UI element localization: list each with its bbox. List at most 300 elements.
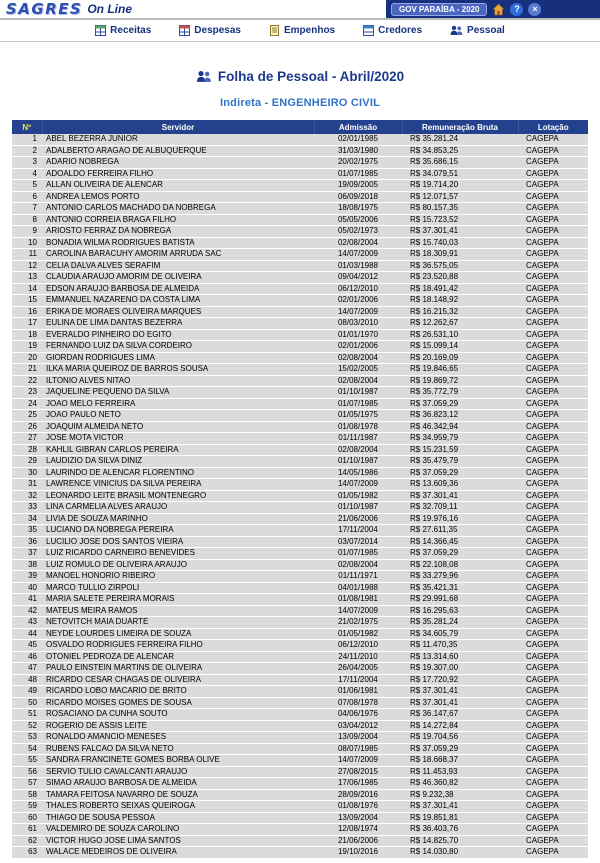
remuneracao-bruta: R$ 27.611,35 [402,525,518,537]
row-number: 54 [12,743,42,755]
admissao-date: 06/12/2010 [314,283,402,295]
admissao-date: 14/07/2009 [314,306,402,318]
table-row [12,375,588,387]
table-row [12,812,588,824]
table-row [12,283,588,295]
remuneracao-bruta: R$ 19.976,16 [402,513,518,525]
table-row [12,755,588,767]
admissao-date: 01/11/1987 [314,433,402,445]
remuneracao-bruta: R$ 19.851,81 [402,812,518,824]
lotacao: CAGEPA [518,640,588,652]
servidor-name: ADALBERTO ARAGAO DE ALBUQUERQUE [42,145,314,157]
admissao-date: 09/04/2012 [314,272,402,284]
servidor-name: EULINA DE LIMA DANTAS BEZERRA [42,318,314,330]
admissao-date: 19/10/2016 [314,847,402,859]
row-number: 44 [12,628,42,640]
table-row [12,352,588,364]
servidor-name: ALLAN OLIVEIRA DE ALENCAR [42,180,314,192]
payroll-table-container [12,120,588,859]
table-row [12,145,588,157]
remuneracao-bruta: R$ 37.059,29 [402,398,518,410]
lotacao: CAGEPA [518,559,588,571]
remuneracao-bruta: R$ 17.720,92 [402,674,518,686]
row-number: 2 [12,145,42,157]
servidor-name: ADOALDO FERREIRA FILHO [42,168,314,180]
lotacao: CAGEPA [518,398,588,410]
servidor-name: ADARIO NOBREGA [42,157,314,169]
lotacao: CAGEPA [518,490,588,502]
admissao-date: 06/12/2010 [314,640,402,652]
lotacao: CAGEPA [518,824,588,836]
row-number: 20 [12,352,42,364]
table-row [12,433,588,445]
table-row [12,329,588,341]
row-number: 9 [12,226,42,238]
row-number: 43 [12,617,42,629]
table-row [12,249,588,261]
empenhos-icon [269,25,280,36]
nav-label-pessoal: Pessoal [467,25,505,36]
column-header-remuneracao[interactable]: Remuneração Bruta [402,120,518,134]
servidor-name: RONALDO AMANCIO MENESES [42,732,314,744]
lotacao: CAGEPA [518,295,588,307]
servidor-name: JOAO PAULO NETO [42,410,314,422]
servidor-name: LUCILIO JOSE DOS SANTOS VIEIRA [42,536,314,548]
admissao-date: 18/08/1975 [314,203,402,215]
column-header-lotacao[interactable]: Lotação [518,120,588,134]
table-row [12,525,588,537]
row-number: 3 [12,157,42,169]
table-row [12,789,588,801]
row-number: 34 [12,513,42,525]
servidor-name: LUCIANO DA NOBREGA PEREIRA [42,525,314,537]
servidor-name: FERNANDO LUIZ DA SILVA CORDEIRO [42,341,314,353]
row-number: 21 [12,364,42,376]
row-number: 46 [12,651,42,663]
nav-label-empenhos: Empenhos [284,25,336,36]
remuneracao-bruta: R$ 15.099,14 [402,341,518,353]
admissao-date: 01/08/1976 [314,801,402,813]
servidor-name: RICARDO MOISES GOMES DE SOUSA [42,697,314,709]
remuneracao-bruta: R$ 12.262,67 [402,318,518,330]
row-number: 22 [12,375,42,387]
admissao-date: 02/08/2004 [314,444,402,456]
table-row [12,513,588,525]
servidor-name: SANDRA FRANCINETE GOMES BORBA OLIVE [42,755,314,767]
servidor-name: LUIZ RICARDO CARNEIRO BENEVIDES [42,548,314,560]
table-row [12,295,588,307]
admissao-date: 01/10/1987 [314,456,402,468]
nav-label-receitas: Receitas [110,25,152,36]
admissao-date: 05/02/1973 [314,226,402,238]
table-row [12,674,588,686]
table-row [12,134,588,145]
lotacao: CAGEPA [518,548,588,560]
servidor-name: MANOEL HONORIO RIBEIRO [42,571,314,583]
admissao-date: 01/05/1982 [314,628,402,640]
remuneracao-bruta: R$ 18.668,37 [402,755,518,767]
admissao-date: 01/06/1981 [314,686,402,698]
remuneracao-bruta: R$ 13.314,60 [402,651,518,663]
row-number: 14 [12,283,42,295]
remuneracao-bruta: R$ 12.071,57 [402,191,518,203]
servidor-name: EVERALDO PINHEIRO DO EGITO [42,329,314,341]
row-number: 31 [12,479,42,491]
lotacao: CAGEPA [518,203,588,215]
servidor-name: ILKA MARIA QUEIROZ DE BARROS SOUSA [42,364,314,376]
row-number: 42 [12,605,42,617]
remuneracao-bruta: R$ 37.059,29 [402,467,518,479]
remuneracao-bruta: R$ 37.301,41 [402,801,518,813]
servidor-name: SERVIO TULIO CAVALCANTI ARAUJO [42,766,314,778]
nav-item-empenhos[interactable] [269,25,335,36]
table-row [12,203,588,215]
admissao-date: 02/08/2004 [314,237,402,249]
remuneracao-bruta: R$ 15.231,59 [402,444,518,456]
table-row [12,536,588,548]
home-icon-glyph [492,3,505,16]
remuneracao-bruta: R$ 80.157,35 [402,203,518,215]
servidor-name: LAUDIZIO DA SILVA DINIZ [42,456,314,468]
nav-item-despesas[interactable] [179,25,241,36]
row-number: 25 [12,410,42,422]
table-row [12,191,588,203]
servidor-name: NETOVITCH MAIA DUARTE [42,617,314,629]
servidor-name: SIMAO ARAUJO BARBOSA DE ALMEIDA [42,778,314,790]
remuneracao-bruta: R$ 35.772,79 [402,387,518,399]
column-header-servidor[interactable]: Servidor [42,120,314,134]
lotacao: CAGEPA [518,283,588,295]
remuneracao-bruta: R$ 14.366,45 [402,536,518,548]
row-number: 41 [12,594,42,606]
table-row [12,180,588,192]
remuneracao-bruta: R$ 46.360,82 [402,778,518,790]
admissao-date: 02/08/2004 [314,352,402,364]
lotacao: CAGEPA [518,260,588,272]
servidor-name: ABEL BEZERRA JUNIOR [42,134,314,145]
column-header-numero[interactable]: Nº [12,120,42,134]
table-row [12,490,588,502]
row-number: 35 [12,525,42,537]
remuneracao-bruta: R$ 35.421,31 [402,582,518,594]
lotacao: CAGEPA [518,272,588,284]
table-row [12,467,588,479]
nav-item-pessoal[interactable] [450,25,505,36]
servidor-name: KAHLIL GIBRAN CARLOS PEREIRA [42,444,314,456]
lotacao: CAGEPA [518,755,588,767]
admissao-date: 03/07/2014 [314,536,402,548]
lotacao: CAGEPA [518,513,588,525]
row-number: 5 [12,180,42,192]
row-number: 62 [12,835,42,847]
row-number: 61 [12,824,42,836]
sagres-logo [0,0,386,18]
row-number: 27 [12,433,42,445]
table-row [12,628,588,640]
table-row [12,732,588,744]
nav-item-receitas[interactable] [95,25,151,36]
admissao-date: 28/09/2016 [314,789,402,801]
row-number: 29 [12,456,42,468]
servidor-name: RUBENS FALCAO DA SILVA NETO [42,743,314,755]
table-row [12,387,588,399]
servidor-name: THALES ROBERTO SEIXAS QUEIROGA [42,801,314,813]
remuneracao-bruta: R$ 34.079,51 [402,168,518,180]
lotacao: CAGEPA [518,801,588,813]
row-number: 49 [12,686,42,698]
lotacao: CAGEPA [518,387,588,399]
table-row [12,318,588,330]
exit-icon[interactable]: × [528,3,541,16]
table-row [12,571,588,583]
servidor-name: JOAQUIM ALMEIDA NETO [42,421,314,433]
table-row [12,766,588,778]
lotacao: CAGEPA [518,743,588,755]
table-row [12,168,588,180]
admissao-date: 14/07/2009 [314,605,402,617]
admissao-date: 05/05/2006 [314,214,402,226]
remuneracao-bruta: R$ 23.520,88 [402,272,518,284]
nav-item-credores[interactable] [363,25,422,36]
row-number: 24 [12,398,42,410]
lotacao: CAGEPA [518,536,588,548]
remuneracao-bruta: R$ 37.301,41 [402,697,518,709]
row-number: 12 [12,260,42,272]
lotacao: CAGEPA [518,812,588,824]
remuneracao-bruta: R$ 37.059,29 [402,743,518,755]
admissao-date: 08/03/2010 [314,318,402,330]
table-row [12,582,588,594]
servidor-name: LAWRENCE VINICIUS DA SILVA PEREIRA [42,479,314,491]
lotacao: CAGEPA [518,421,588,433]
lotacao: CAGEPA [518,180,588,192]
admissao-date: 17/11/2004 [314,674,402,686]
row-number: 58 [12,789,42,801]
servidor-name: WALACE MEDEIROS DE OLIVEIRA [42,847,314,859]
table-row [12,605,588,617]
remuneracao-bruta: R$ 37.059,29 [402,548,518,560]
servidor-name: MARCO TULLIO ZIRPOLI [42,582,314,594]
remuneracao-bruta: R$ 32.709,11 [402,502,518,514]
remuneracao-bruta: R$ 37.301,41 [402,490,518,502]
admissao-date: 01/01/1970 [314,329,402,341]
row-number: 23 [12,387,42,399]
admissao-date: 13/09/2004 [314,732,402,744]
remuneracao-bruta: R$ 18.309,91 [402,249,518,261]
row-number: 26 [12,421,42,433]
admissao-date: 01/07/1985 [314,398,402,410]
table-row [12,548,588,560]
row-number: 18 [12,329,42,341]
admissao-date: 17/06/1985 [314,778,402,790]
lotacao: CAGEPA [518,663,588,675]
admissao-date: 01/10/1987 [314,387,402,399]
servidor-name: JOAO MELO FERREIRA [42,398,314,410]
lotacao: CAGEPA [518,847,588,859]
row-number: 13 [12,272,42,284]
row-number: 55 [12,755,42,767]
page-subtitle: Indireta - ENGENHEIRO CIVIL [219,97,381,109]
servidor-name: TAMARA FEITOSA NAVARRO DE SOUZA [42,789,314,801]
remuneracao-bruta: R$ 19.704,56 [402,732,518,744]
servidor-name: THIAGO DE SOUSA PESSOA [42,812,314,824]
row-number: 47 [12,663,42,675]
main-nav [0,20,600,42]
nav-label-credores: Credores [378,25,423,36]
pessoal-icon [450,25,463,36]
lotacao: CAGEPA [518,835,588,847]
lotacao: CAGEPA [518,410,588,422]
servidor-name: NEYDE LOURDES LIMEIRA DE SOUZA [42,628,314,640]
lotacao: CAGEPA [518,191,588,203]
remuneracao-bruta: R$ 18.491,42 [402,283,518,295]
servidor-name: MARIA SALETE PEREIRA MORAIS [42,594,314,606]
row-number: 8 [12,214,42,226]
despesas-icon [179,25,190,36]
lotacao: CAGEPA [518,467,588,479]
table-row [12,421,588,433]
table-row [12,306,588,318]
servidor-name: EMMANUEL NAZARENO DA COSTA LIMA [42,295,314,307]
servidor-name: OSVALDO RODRIGUES FERREIRA FILHO [42,640,314,652]
row-number: 28 [12,444,42,456]
servidor-name: GIORDAN RODRIGUES LIMA [42,352,314,364]
remuneracao-bruta: R$ 15.740,03 [402,237,518,249]
row-number: 1 [12,134,42,145]
remuneracao-bruta: R$ 16.295,63 [402,605,518,617]
table-row [12,398,588,410]
help-icon[interactable]: ? [510,3,523,16]
lotacao: CAGEPA [518,674,588,686]
lotacao: CAGEPA [518,720,588,732]
admissao-date: 15/02/2005 [314,364,402,376]
admissao-date: 01/07/1985 [314,168,402,180]
lotacao: CAGEPA [518,628,588,640]
row-number: 38 [12,559,42,571]
gov-year-badge[interactable]: GOV PARAÍBA - 2020 [391,3,487,16]
row-number: 6 [12,191,42,203]
table-row [12,237,588,249]
page-title-row [0,69,600,84]
row-number: 53 [12,732,42,744]
lotacao: CAGEPA [518,134,588,145]
remuneracao-bruta: R$ 36.823,12 [402,410,518,422]
table-row [12,686,588,698]
row-number: 39 [12,571,42,583]
remuneracao-bruta: R$ 35.686,15 [402,157,518,169]
admissao-date: 02/01/2006 [314,295,402,307]
table-row [12,272,588,284]
table-row [12,559,588,571]
table-row [12,824,588,836]
gov-bar [386,0,600,18]
servidor-name: RICARDO CESAR CHAGAS DE OLIVEIRA [42,674,314,686]
row-number: 30 [12,467,42,479]
admissao-date: 04/01/1988 [314,582,402,594]
column-header-admissao[interactable]: Admissão [314,120,402,134]
servidor-name: VICTOR HUGO JOSE LIMA SANTOS [42,835,314,847]
admissao-date: 01/10/1987 [314,502,402,514]
row-number: 51 [12,709,42,721]
servidor-name: LAURINDO DE ALENCAR FLORENTINO [42,467,314,479]
admissao-date: 14/05/1986 [314,467,402,479]
servidor-name: VALDEMIRO DE SOUZA CAROLINO [42,824,314,836]
admissao-date: 27/08/2015 [314,766,402,778]
logo-sagres-text: SAGRES [6,0,83,18]
remuneracao-bruta: R$ 20.169,09 [402,352,518,364]
remuneracao-bruta: R$ 19.846,65 [402,364,518,376]
table-row [12,778,588,790]
row-number: 37 [12,548,42,560]
lotacao: CAGEPA [518,766,588,778]
logo-online-text: On Line [87,2,132,16]
row-number: 17 [12,318,42,330]
admissao-date: 19/09/2005 [314,180,402,192]
row-number: 50 [12,697,42,709]
remuneracao-bruta: R$ 19.869,72 [402,375,518,387]
servidor-name: LEONARDO LEITE BRASIL MONTENEGRO [42,490,314,502]
table-row [12,709,588,721]
lotacao: CAGEPA [518,778,588,790]
lotacao: CAGEPA [518,571,588,583]
lotacao: CAGEPA [518,329,588,341]
receitas-icon [95,25,106,36]
row-number: 59 [12,801,42,813]
table-row [12,617,588,629]
admissao-date: 01/03/1988 [314,260,402,272]
admissao-date: 04/06/1976 [314,709,402,721]
admissao-date: 03/04/2012 [314,720,402,732]
lotacao: CAGEPA [518,582,588,594]
table-row [12,697,588,709]
row-number: 60 [12,812,42,824]
remuneracao-bruta: R$ 11.470,35 [402,640,518,652]
table-row [12,835,588,847]
lotacao: CAGEPA [518,594,588,606]
lotacao: CAGEPA [518,732,588,744]
row-number: 15 [12,295,42,307]
remuneracao-bruta: R$ 14.825,70 [402,835,518,847]
servidor-name: CELIA DALVA ALVES SERAFIM [42,260,314,272]
remuneracao-bruta: R$ 37.301,41 [402,226,518,238]
remuneracao-bruta: R$ 36.147,67 [402,709,518,721]
row-number: 19 [12,341,42,353]
lotacao: CAGEPA [518,433,588,445]
lotacao: CAGEPA [518,444,588,456]
lotacao: CAGEPA [518,617,588,629]
admissao-date: 17/11/2004 [314,525,402,537]
row-number: 32 [12,490,42,502]
servidor-name: ROGERIO DE ASSIS LEITE [42,720,314,732]
lotacao: CAGEPA [518,168,588,180]
row-number: 57 [12,778,42,790]
remuneracao-bruta: R$ 34.959,79 [402,433,518,445]
admissao-date: 12/08/1974 [314,824,402,836]
row-number: 4 [12,168,42,180]
admissao-date: 21/06/2006 [314,835,402,847]
page-title: Folha de Pessoal - Abril/2020 [217,69,405,84]
lotacao: CAGEPA [518,237,588,249]
table-row [12,651,588,663]
lotacao: CAGEPA [518,605,588,617]
credores-icon [363,25,374,36]
servidor-name: LINA CARMELIA ALVES ARAUJO [42,502,314,514]
remuneracao-bruta: R$ 36.403,76 [402,824,518,836]
remuneracao-bruta: R$ 29.991,68 [402,594,518,606]
remuneracao-bruta: R$ 9.232,38 [402,789,518,801]
home-icon[interactable] [492,3,505,16]
row-number: 16 [12,306,42,318]
